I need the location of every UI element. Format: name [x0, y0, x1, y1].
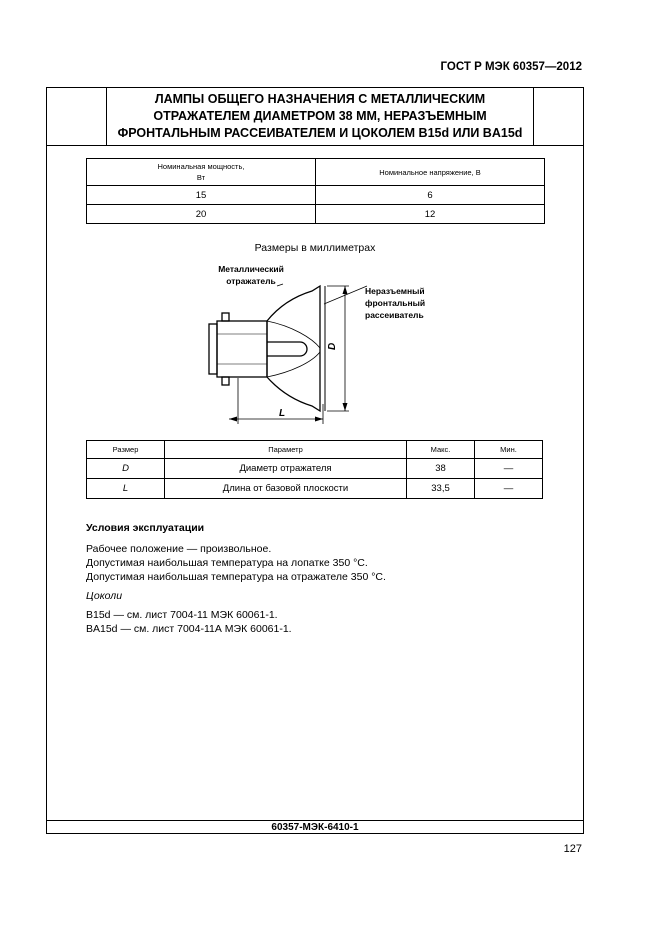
- caps-heading: Цоколи: [86, 590, 123, 602]
- power-header-line: Номинальная мощность,: [157, 162, 245, 171]
- min-header: Мин.: [475, 441, 543, 459]
- dimensions-table: [86, 440, 543, 499]
- table-row: [87, 186, 545, 205]
- table-row: [87, 205, 545, 224]
- dimensions-caption: Размеры в миллиметрах: [254, 242, 376, 254]
- voltage-header: Номинальное напряжение, В: [316, 159, 545, 186]
- reflector-label: [211, 263, 291, 287]
- operating-line: Допустимая наибольшая температура на лопатке 350 °С.: [86, 557, 368, 569]
- max-header: Макс.: [407, 441, 475, 459]
- sheet-footer: [47, 820, 583, 834]
- size-cell: L: [87, 479, 165, 499]
- parameter-cell: Длина от базовой плоскости: [165, 479, 407, 499]
- power-cell: 15: [87, 186, 316, 205]
- lamp-bulb: [267, 342, 307, 356]
- dimension-label-l: L: [279, 408, 286, 419]
- title-block: [47, 88, 583, 146]
- operating-line: Рабочее положение — произвольное.: [86, 543, 272, 555]
- diffuser-label: [365, 285, 425, 321]
- cap-line: B15d — см. лист 7004-11 МЭК 60061-1.: [86, 609, 278, 621]
- min-cell: —: [475, 479, 543, 499]
- diffuser-label-line: фронтальный: [365, 298, 426, 308]
- title-line: ФРОНТАЛЬНЫМ РАССЕИВАТЕЛЕМ И ЦОКОЛЕМ B15d ИЛИ BA15d: [117, 126, 523, 140]
- table-row: [87, 479, 543, 499]
- operating-line: Допустимая наибольшая температура на отражателе 350 °С.: [86, 571, 386, 583]
- power-header-unit: Вт: [196, 173, 206, 182]
- max-cell: 38: [407, 459, 475, 479]
- sheet-title: [109, 91, 531, 142]
- dimension-label-d: D: [327, 342, 338, 350]
- table-row: [87, 459, 543, 479]
- reflector-body: [267, 286, 320, 411]
- voltage-cell: 6: [316, 186, 545, 205]
- voltage-cell: 12: [316, 205, 545, 224]
- title-divider-right: [533, 88, 534, 145]
- max-cell: 33,5: [407, 479, 475, 499]
- power-header: [87, 159, 316, 186]
- operating-conditions: [86, 521, 556, 636]
- title-line: ЛАМПЫ ОБЩЕГО НАЗНАЧЕНИЯ С МЕТАЛЛИЧЕСКИМ: [154, 92, 486, 106]
- cap-line: BA15d — см. лист 7004-11А МЭК 60061-1.: [86, 623, 292, 635]
- min-cell: —: [475, 459, 543, 479]
- title-line: ОТРАЖАТЕЛЕМ ДИАМЕТРОМ 38 ММ, НЕРАЗЪЕМНЫМ: [153, 109, 487, 123]
- parameter-cell: Диаметр отражателя: [165, 459, 407, 479]
- specification-sheet: [46, 87, 584, 834]
- diffuser-label-line: Неразъемный: [365, 286, 425, 296]
- cap-pin: [222, 377, 229, 385]
- operating-heading: Условия эксплуатации: [86, 522, 205, 534]
- table-header-row: [87, 159, 545, 186]
- sheet-code: 60357-МЭК-6410-1: [271, 822, 359, 833]
- standard-header: ГОСТ Р МЭК 60357—2012: [440, 61, 582, 73]
- cap-base: [209, 324, 217, 374]
- title-divider-left: [106, 88, 107, 145]
- size-header: Размер: [87, 441, 165, 459]
- page-number: 127: [563, 843, 582, 855]
- reflector-inner-line: [267, 321, 320, 348]
- power-cell: 20: [87, 205, 316, 224]
- reflector-label-line: Металлический: [218, 264, 284, 274]
- size-cell: D: [87, 459, 165, 479]
- cap-pin: [222, 313, 229, 321]
- diffuser-label-line: рассеиватель: [365, 310, 424, 320]
- ratings-table: [86, 158, 545, 224]
- parameter-header: Параметр: [165, 441, 407, 459]
- cap-shell: [217, 321, 267, 377]
- reflector-label-line: отражатель: [226, 276, 276, 286]
- table-header-row: [87, 441, 543, 459]
